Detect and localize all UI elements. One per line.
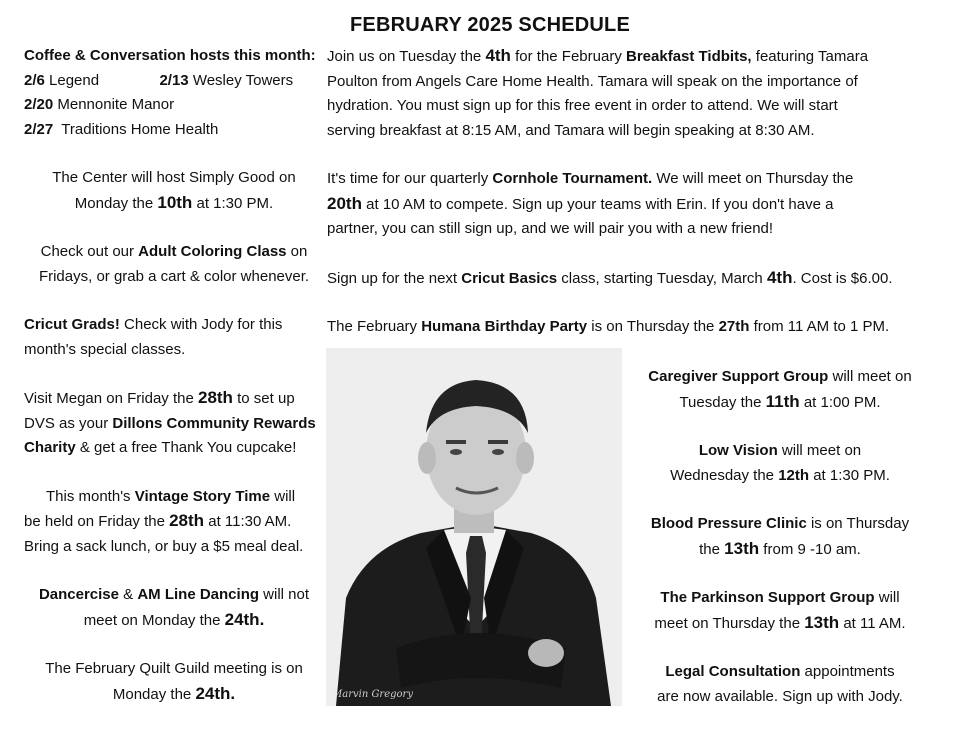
caregiver-support-notice: Caregiver Support Group will meet on Tuesday the 11th at 1:00 PM. [648,368,912,411]
coloring-class-notice: Check out our Adult Coloring Class on Fridays, or grab a cart & color whenever. [38,243,310,285]
dillons-notice: Visit Megan on Friday the 28th to set up DVS as your Dillons Community Rewards Charity & get a free Thank You cupcake! [24,388,316,456]
cricut-basics-notice: Sign up for the next Cricut Basics class, starting Tuesday, March 4th. Cost is $6.00. [327,267,893,287]
host-row: 2/27 Traditions Home Health [24,120,219,138]
blood-pressure-notice: Blood Pressure Clinic is on Thursday the 13th from 9 -10 am. [650,515,910,558]
cornhole-notice: It's time for our quarterly Cornhole Tournament. We will meet on Thursday the 20th at 10 AM to compete. Sign up your teams with Erin. If you don't have a partner, you can still sign up, and we will pair you with a new friend! [327,170,854,237]
low-vision-notice: Low Vision will meet on Wednesday the 12th at 1:30 PM. [670,442,890,484]
page-title: FEBRUARY 2025 SCHEDULE [349,14,631,36]
coffee-header: Coffee & Conversation hosts this month: [24,47,316,64]
legal-consultation-notice: Legal Consultation appointments are now available. Sign up with Jody. [657,663,903,705]
parkinson-support-notice: The Parkinson Support Group will meet on Thursday the 13th at 11 AM. [654,589,906,632]
dance-notice: Dancercise & AM Line Dancing will not meet on Monday the 24th. [38,586,310,629]
host-row: 2/6 Legend 2/13 Wesley Towers [24,71,294,89]
host-row: 2/20 Mennonite Manor [24,96,175,113]
quilt-guild-notice: The February Quilt Guild meeting is on Monday the 24th. [45,660,303,703]
photo-signature: Marvin Gregory [332,689,413,700]
breakfast-tidbits-notice: Join us on Tuesday the 4th for the February Breakfast Tidbits, featuring Tamara Poulton from Angels Care Home Health. Tamara will speak on the importance of hydration. You must sign up for this free event in order to attend. We will start serving breakfast at 8:15 AM, and Tamara will begin speaking at 8:30 AM. [327,46,869,139]
cricut-grads-notice: Cricut Grads! Check with Jody for this month's special classes. [24,316,283,358]
vintage-story-notice: This month's Vintage Story Time will be held on Friday the 28th at 11:30 AM. Bring a sack lunch, or buy a $5 meal deal. [24,487,304,555]
portrait-photo [326,348,622,706]
bottom-right-column [630,365,930,709]
portrait-illustration [326,348,622,706]
simply-good-notice: The Center will host Simply Good on Monday the 10th at 1:30 PM. [52,169,296,212]
right-column [327,44,967,340]
left-column [24,44,324,707]
humana-birthday-notice: The February Humana Birthday Party is on Thursday the 27th from 11 AM to 1 PM. [327,318,890,335]
